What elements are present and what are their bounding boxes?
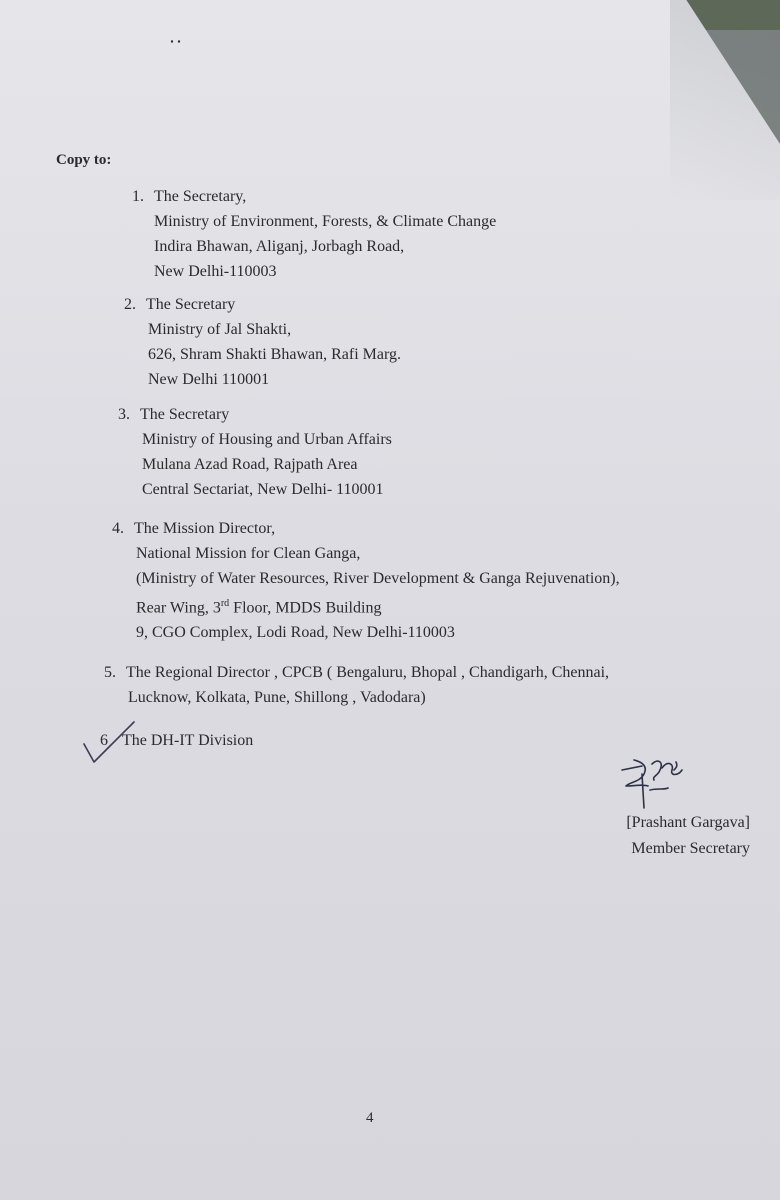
entry-line: The Secretary — [140, 406, 230, 423]
entry-line: The Secretary, — [154, 188, 247, 205]
entry-line: Rear Wing, 3rd Floor, MDDS Building — [136, 598, 382, 617]
recipient-entry-2 — [124, 292, 401, 392]
entry-line: New Delhi 110001 — [148, 371, 270, 388]
entry-line: 626, Shram Shakti Bhawan, Rafi Marg. — [148, 346, 402, 363]
recipient-entry-6 — [100, 728, 253, 753]
entry-line: 9, CGO Complex, Lodi Road, New Delhi-110003 — [136, 624, 455, 642]
entry-line: National Mission for Clean Ganga, — [136, 545, 361, 562]
entry-line: Ministry of Environment, Forests, & Climate Change — [154, 213, 497, 230]
entry-line: The DH-IT Division — [122, 732, 254, 749]
ink-speck — [170, 40, 182, 43]
entry-number: 6 — [100, 732, 108, 749]
entry-line: Lucknow, Kolkata, Pune, Shillong , Vadodara) — [128, 689, 426, 706]
entry-number: 4. — [112, 520, 124, 537]
entry-line: (Ministry of Water Resources, River Development & Ganga Rejuvenation), — [136, 570, 620, 587]
entry-line: Central Sectariat, New Delhi- 110001 — [142, 481, 384, 498]
entry-line: New Delhi-110003 — [154, 263, 277, 280]
signatory-name: [Prashant Gargava] — [626, 814, 750, 831]
entry-line: The Secretary — [146, 296, 236, 313]
recipient-entry-4 — [112, 516, 620, 645]
recipient-entry-1 — [132, 184, 496, 284]
entry-line: The Mission Director, — [134, 520, 276, 537]
recipient-entry-5 — [104, 660, 609, 710]
signatory-title: Member Secretary — [631, 840, 750, 857]
entry-line: Indira Bhawan, Aliganj, Jorbagh Road, — [154, 238, 405, 255]
entry-number: 5. — [104, 664, 116, 681]
page-number: 4 — [366, 1110, 374, 1126]
entry-line: The Regional Director , CPCB ( Bengaluru, Bhopal , Chandigarh, Chennai, — [126, 664, 610, 681]
copy-to-heading: Copy to: — [56, 152, 112, 168]
entry-number: 3. — [118, 406, 130, 423]
entry-line: Mulana Azad Road, Rajpath Area — [142, 456, 358, 473]
entry-line: Ministry of Housing and Urban Affairs — [142, 431, 392, 448]
entry-line: Ministry of Jal Shakti, — [148, 321, 292, 338]
entry-number: 2. — [124, 296, 136, 313]
recipient-entry-3 — [118, 402, 392, 502]
entry-number: 1. — [132, 188, 144, 205]
handwritten-signature — [612, 752, 692, 814]
